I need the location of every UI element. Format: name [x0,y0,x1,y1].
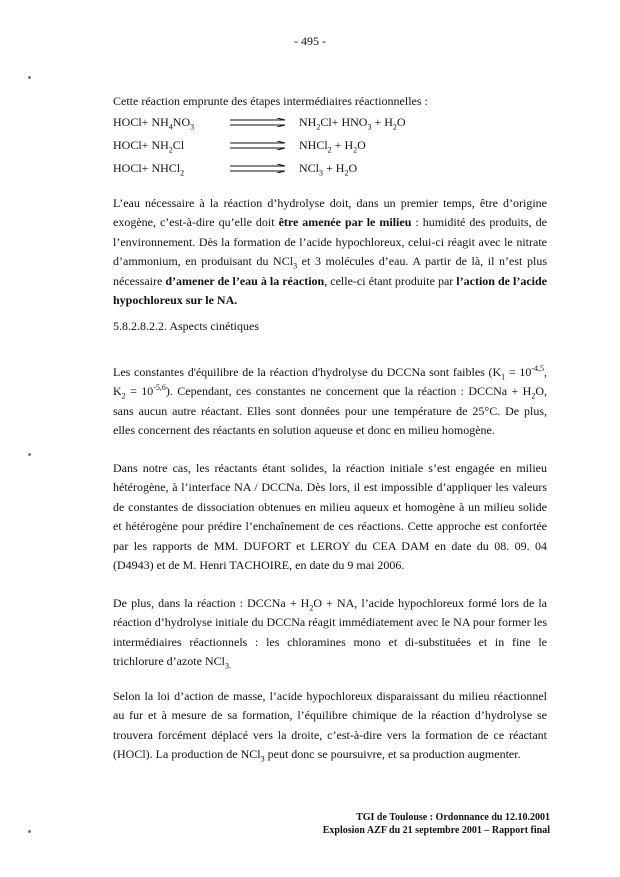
paragraph-mass-action: Selon la loi d’action de masse, l’acide hypochloreux disparaissant du milieu réactionnel au fur et à mesure de sa formation, l’équilibre chimique de la réaction d’hydrolyse se trouvera forcément déplacé vers la droite, c’est-à-dire vers la formation de ce réactant (HOCl). La production de NCl$_3$ peut donc se poursuivre, et sa production augmenter. [113,689,547,764]
paragraph-heterogeneous-medium: Dans notre cas, les réactants étant solides, la réaction initiale s’est engagée en milieu hétérogène, à l’interface NA / DCCNa. Dès lors, il est impossible d’appliquer les valeurs de constantes de dissociation obtenues en milieu aqueux et homogène à un milieu solide et hétérogène pour prédire l’enchaînement de ces réactions. Cette approche est confortée par les rapports de MM. DUFORT et LEROY du CEA DAM en date du 08. 09. 04 (D4943) et de M. Henri TACHOIRE, en date du 9 mai 2006. [113,461,547,573]
reaction-reactants: HOCl+ $NH_2Cl$ [113,138,185,155]
footer-court-line: TGI de Toulouse : Ordonnance du 12.10.2001 [356,812,550,823]
reaction-products: $NCl_3 + H_2O$ [299,161,358,178]
paragraph-water-origin: L’eau nécessaire à la réaction d’hydrolyse doit, dans un premier temps, être d’origine exogène, c’est-à-dire qu’elle doit être amenée par le milieu : humidité des produits, de l’environnement. Dès la formation de l’acide hypochloreux, celui-ci réagit avec le nitrate d’ammonium, en produisant du NCl$_3$ et 3 molécules d’eau. A partir de là, il n’est plus nécessaire d’amener de l’eau à la réaction, celle-ci étant produite par l’action de l’acide hypochloreux sur le NA. [113,196,548,308]
scan-mark [28,76,31,79]
equilibrium-arrow-icon [230,118,286,127]
footer-report-line: Explosion AZF du 21 septembre 2001 – Rapport final [322,825,550,836]
reaction-reactants: HOCl+ $NH_4NO_3$ [113,115,195,132]
equilibrium-arrow-icon [230,164,286,173]
equilibrium-arrow-icon [230,141,286,150]
reaction-products: $NH_2Cl+ HNO_3 + H_2O$ [299,115,406,132]
scan-mark [28,830,31,833]
reaction-row [113,161,553,179]
paragraph-intermediates: De plus, dans la réaction : DCCNa + $H_2O$ + NA, l’acide hypochloreux formé lors de la réaction d’hydrolyse initiale du DCCNa réagit immédiatement avec le NA pour former les intermédiaires réactionnels : les chloramines mono et di-substituées et in fine le trichlorure d’azote NCl$_{3.}$ [113,596,548,671]
page-number: - 495 - [294,34,326,48]
reaction-row [113,138,553,156]
paragraph-equilibrium-constants: Les constantes d'équilibre de la réaction d'hydrolyse du DCCNa sont faibles ($K_1 = 10^{-4,5}$, $K_2 = 10^{-5,6}$). Cependant, ces constantes ne concernent que la réaction : DCCNa + $H_2O$, sans aucun autre réactant. Elles sont données pour une température de 25°C. De plus, elles concernent des réactants en solution aqueuse et donc en milieu homogène. [113,364,547,438]
reaction-row [113,115,553,133]
reaction-reactants: HOCl+ NHCl$_2$ [113,161,185,178]
reaction-intro: Cette réaction emprunte des étapes intermédiaires réactionnelles : [113,94,428,108]
page-footer [300,811,550,837]
emphasis-text: d’amener de l’eau à la réaction [165,273,325,288]
emphasis-text: l’action de l’acide hypochloreux sur le NA. [113,273,548,308]
emphasis-text: être amenée par le milieu [278,215,412,230]
section-heading: 5.8.2.8.2.2. Aspects cinétiques [113,319,259,333]
reaction-products: NHCl$_2$ + $H_2O$ [299,138,366,155]
scan-mark [28,453,31,456]
